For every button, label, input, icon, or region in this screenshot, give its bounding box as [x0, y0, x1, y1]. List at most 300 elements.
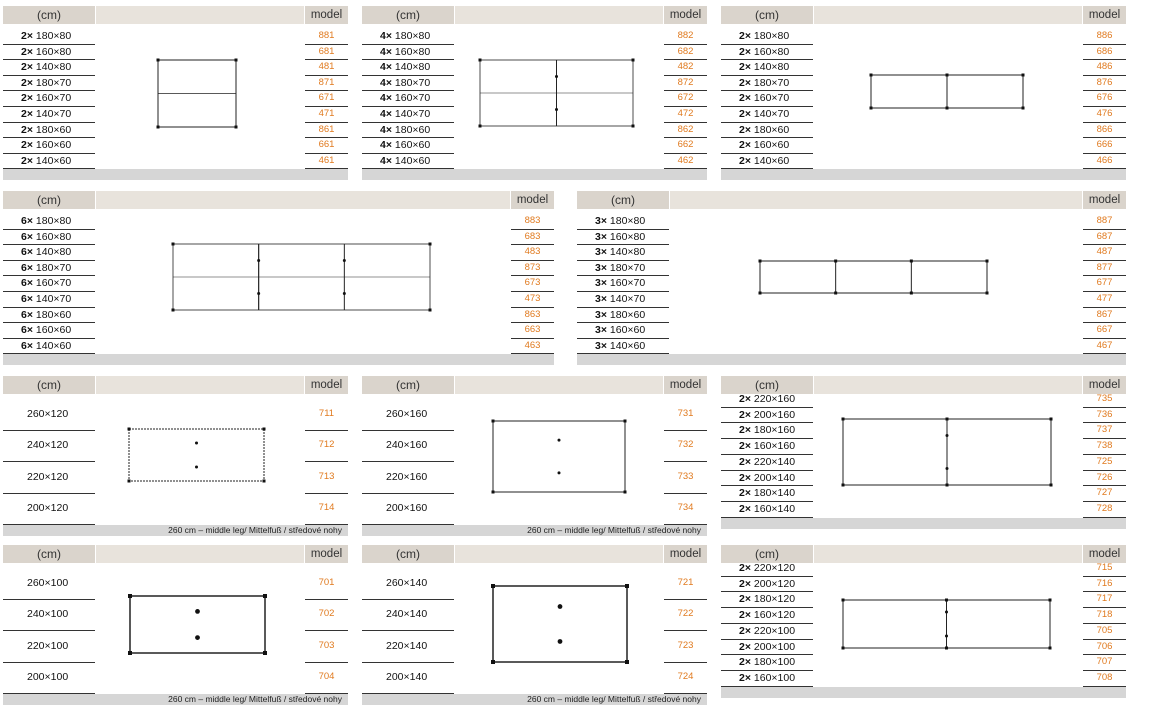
model-number: 671 — [318, 92, 335, 104]
row-divider — [3, 229, 95, 230]
model-number: 881 — [318, 30, 335, 41]
leg-marker — [842, 599, 845, 602]
quantity: 4× — [380, 154, 395, 167]
row-divider — [577, 291, 669, 292]
model-divider — [305, 106, 348, 107]
quantity: 2× — [739, 424, 754, 437]
model-number: 722 — [677, 608, 694, 620]
size-row — [739, 472, 795, 484]
row-divider — [721, 501, 813, 502]
row-divider — [721, 106, 813, 107]
model-divider — [511, 275, 554, 276]
size-row — [739, 30, 789, 42]
model-number: 871 — [318, 76, 335, 88]
row-divider — [362, 122, 454, 123]
size-value: 180×70 — [753, 76, 790, 89]
size-row — [21, 309, 71, 321]
model-number: 716 — [1096, 577, 1113, 589]
row-divider — [362, 137, 454, 138]
column-header-cm: (cm) — [721, 545, 813, 563]
model-number: 663 — [524, 324, 541, 336]
model-divider — [305, 493, 348, 494]
leg-marker — [235, 126, 238, 129]
model-number: 477 — [1096, 293, 1113, 304]
quantity: 6× — [21, 230, 36, 243]
middle-leg-marker — [195, 635, 200, 640]
row-divider — [3, 44, 95, 45]
model-number: 712 — [318, 439, 335, 451]
model-number: 476 — [1096, 108, 1113, 119]
model-divider — [305, 122, 348, 123]
quantity: 6× — [21, 277, 36, 290]
model-divider — [305, 137, 348, 138]
size-value: 140×60 — [35, 339, 72, 352]
table-top-outline — [760, 261, 987, 293]
row-divider — [362, 493, 454, 494]
leg-marker — [945, 647, 948, 650]
row-divider — [721, 122, 813, 123]
quantity: 2× — [739, 593, 754, 606]
row-divider — [362, 430, 454, 431]
size-row — [595, 231, 645, 243]
footnote-middle-leg: 260 cm – middle leg/ Mittelfuß / středové nohy — [168, 525, 342, 535]
size-value: 200×100 — [27, 671, 69, 684]
size-row — [386, 408, 427, 420]
quantity: 4× — [380, 123, 395, 136]
leg-marker — [986, 292, 989, 295]
leg-marker — [479, 59, 482, 62]
leg-marker — [910, 292, 913, 295]
model-divider — [664, 90, 707, 91]
model-divider — [1083, 137, 1126, 138]
middle-leg-marker — [555, 108, 558, 111]
quantity: 2× — [21, 61, 36, 74]
row-divider — [577, 338, 669, 339]
panel-footer — [3, 354, 554, 365]
middle-leg-marker — [195, 609, 200, 614]
table-layout-diagram — [837, 594, 1056, 654]
size-value: 160×60 — [35, 139, 72, 152]
row-divider — [362, 662, 454, 663]
size-row — [21, 155, 71, 167]
size-value: 160×60 — [35, 324, 72, 337]
size-row — [595, 309, 645, 321]
size-row — [739, 656, 795, 668]
size-value: 140×70 — [753, 108, 790, 120]
size-row — [386, 439, 427, 451]
size-value: 140×80 — [35, 246, 72, 259]
leg-marker — [834, 260, 837, 263]
quantity: 6× — [21, 215, 36, 227]
size-row — [380, 139, 430, 151]
size-row — [595, 277, 645, 289]
model-divider — [305, 430, 348, 431]
quantity: 2× — [21, 30, 36, 42]
column-header-cm: (cm) — [3, 191, 95, 209]
row-divider — [721, 44, 813, 45]
model-divider — [664, 430, 707, 431]
quantity: 3× — [595, 230, 610, 243]
model-divider — [305, 44, 348, 45]
leg-marker — [870, 107, 873, 110]
row-divider — [721, 407, 813, 408]
quantity: 3× — [595, 339, 610, 352]
middle-leg-marker — [195, 465, 198, 468]
size-value: 160×80 — [394, 45, 431, 58]
size-row — [21, 30, 71, 42]
model-number: 706 — [1096, 640, 1113, 652]
leg-marker — [624, 420, 627, 423]
model-number: 462 — [677, 154, 694, 166]
model-number: 736 — [1096, 408, 1113, 420]
model-number: 887 — [1096, 215, 1113, 226]
model-number: 734 — [677, 502, 694, 514]
row-divider — [3, 244, 95, 245]
middle-leg-marker — [257, 292, 260, 295]
middle-leg-marker — [195, 442, 198, 445]
leg-marker — [172, 309, 175, 312]
model-number: 861 — [318, 123, 335, 135]
size-row — [386, 640, 427, 652]
row-divider — [721, 607, 813, 608]
row-divider — [3, 275, 95, 276]
size-row — [739, 593, 795, 605]
model-number: 723 — [677, 639, 694, 651]
model-number: 882 — [677, 30, 694, 41]
size-value: 260×120 — [27, 407, 69, 420]
model-number: 733 — [677, 470, 694, 482]
row-divider — [721, 670, 813, 671]
header-spacer — [455, 6, 663, 24]
model-divider — [1083, 422, 1126, 423]
row-divider — [3, 322, 95, 323]
size-value: 140×70 — [609, 293, 646, 305]
size-value: 160×80 — [753, 45, 790, 58]
leg-marker — [491, 584, 495, 588]
model-divider — [664, 59, 707, 60]
leg-marker — [1049, 599, 1052, 602]
model-divider — [664, 630, 707, 631]
row-divider — [362, 75, 454, 76]
size-row — [21, 139, 71, 151]
header-spacer — [670, 191, 1082, 209]
quantity: 2× — [21, 154, 36, 167]
row-divider — [721, 470, 813, 471]
row-divider — [721, 591, 813, 592]
leg-marker — [1050, 418, 1053, 421]
size-value: 180×160 — [753, 424, 796, 437]
size-value: 140×60 — [35, 154, 72, 167]
middle-leg-marker — [946, 467, 949, 470]
leg-marker — [128, 594, 132, 598]
size-value: 160×70 — [35, 92, 72, 105]
size-row — [27, 640, 68, 652]
quantity: 2× — [739, 108, 754, 120]
leg-marker — [624, 491, 627, 494]
model-number: 702 — [318, 608, 335, 620]
column-header-model: model — [1083, 376, 1126, 394]
row-divider — [362, 630, 454, 631]
model-number: 717 — [1096, 593, 1113, 605]
quantity: 2× — [21, 108, 36, 120]
size-row — [739, 77, 789, 89]
leg-marker — [842, 647, 845, 650]
table-layout-diagram — [837, 413, 1057, 491]
row-divider — [577, 322, 669, 323]
size-value: 200×120 — [27, 502, 69, 515]
size-row — [739, 139, 789, 151]
size-row — [21, 231, 71, 243]
panel-footer — [362, 694, 707, 705]
size-row — [595, 246, 645, 258]
size-value: 180×70 — [609, 261, 646, 274]
model-number: 714 — [318, 502, 335, 514]
row-divider — [577, 229, 669, 230]
size-value: 220×140 — [753, 455, 796, 468]
table-top-outline — [493, 421, 625, 492]
size-value: 180×70 — [35, 76, 72, 89]
size-value: 160×70 — [609, 277, 646, 290]
leg-marker — [172, 243, 175, 246]
leg-marker — [128, 428, 131, 431]
model-number: 705 — [1096, 624, 1113, 636]
quantity: 2× — [21, 45, 36, 58]
model-number: 687 — [1096, 230, 1113, 242]
size-value: 200×140 — [753, 471, 796, 484]
size-row — [21, 77, 71, 89]
quantity: 3× — [595, 324, 610, 337]
quantity: 2× — [739, 123, 754, 136]
row-divider — [362, 44, 454, 45]
quantity: 4× — [380, 45, 395, 58]
size-row — [739, 503, 795, 515]
model-divider — [511, 229, 554, 230]
model-number: 721 — [677, 576, 694, 588]
size-row — [380, 92, 430, 104]
size-value: 160×60 — [609, 324, 646, 337]
size-row — [739, 641, 795, 653]
quantity: 6× — [21, 246, 36, 259]
size-value: 160×60 — [753, 139, 790, 152]
table-top-outline — [493, 586, 627, 662]
row-divider — [577, 244, 669, 245]
model-number: 662 — [677, 139, 694, 151]
row-divider — [3, 90, 95, 91]
size-value: 200×100 — [753, 640, 796, 653]
quantity: 3× — [595, 277, 610, 290]
size-row — [386, 671, 427, 683]
size-value: 180×120 — [753, 593, 796, 606]
size-row — [27, 408, 68, 420]
size-value: 160×100 — [753, 671, 796, 684]
size-row — [21, 246, 71, 258]
size-row — [595, 340, 645, 352]
size-value: 180×60 — [609, 308, 646, 321]
leg-marker — [759, 260, 762, 263]
size-row — [739, 609, 795, 621]
quantity: 2× — [739, 562, 754, 574]
model-divider — [1083, 670, 1126, 671]
model-number: 738 — [1096, 440, 1113, 452]
size-row — [739, 562, 795, 574]
quantity: 4× — [380, 30, 395, 42]
size-row — [21, 215, 71, 227]
size-row — [380, 124, 430, 136]
size-row — [386, 471, 427, 483]
size-value: 140×60 — [609, 339, 646, 352]
leg-marker — [157, 59, 160, 62]
row-divider — [721, 485, 813, 486]
size-row — [739, 625, 795, 637]
row-divider — [3, 59, 95, 60]
model-number: 735 — [1096, 393, 1113, 404]
model-divider — [1083, 153, 1126, 154]
quantity: 2× — [739, 408, 754, 421]
model-divider — [305, 90, 348, 91]
model-divider — [1083, 122, 1126, 123]
model-divider — [664, 153, 707, 154]
size-value: 240×100 — [27, 608, 69, 621]
quantity: 3× — [595, 246, 610, 259]
row-divider — [577, 275, 669, 276]
middle-leg-marker — [945, 611, 948, 614]
model-divider — [664, 493, 707, 494]
leg-marker — [263, 651, 267, 655]
size-value: 160×70 — [753, 92, 790, 105]
size-row — [27, 502, 68, 514]
quantity: 2× — [739, 671, 754, 684]
size-value: 160×60 — [394, 139, 431, 152]
model-divider — [1083, 623, 1126, 624]
leg-marker — [945, 599, 948, 602]
quantity: 2× — [739, 61, 754, 74]
quantity: 2× — [739, 76, 754, 89]
quantity: 2× — [739, 640, 754, 653]
row-divider — [3, 493, 95, 494]
row-divider — [721, 454, 813, 455]
size-value: 200×140 — [386, 671, 428, 684]
table-top-outline — [129, 429, 264, 481]
model-number: 701 — [318, 576, 335, 588]
size-row — [595, 324, 645, 336]
column-header-model: model — [664, 376, 707, 394]
size-value: 200×120 — [753, 577, 796, 590]
model-divider — [664, 106, 707, 107]
row-divider — [362, 461, 454, 462]
quantity: 2× — [21, 92, 36, 105]
model-number: 863 — [524, 308, 541, 320]
model-divider — [1083, 106, 1126, 107]
model-number: 666 — [1096, 139, 1113, 151]
model-divider — [1083, 338, 1126, 339]
table-layout-diagram — [124, 590, 271, 659]
size-row — [739, 92, 789, 104]
row-divider — [3, 430, 95, 431]
model-divider — [511, 291, 554, 292]
model-divider — [664, 662, 707, 663]
row-divider — [3, 662, 95, 663]
size-row — [27, 608, 68, 620]
size-value: 260×160 — [386, 407, 428, 420]
column-header-model: model — [511, 191, 554, 209]
size-row — [380, 61, 430, 73]
model-number: 661 — [318, 139, 335, 151]
middle-leg-marker — [558, 639, 563, 644]
middle-leg-marker — [257, 259, 260, 262]
model-divider — [1083, 260, 1126, 261]
column-header-cm: (cm) — [3, 6, 95, 24]
size-value: 140×80 — [753, 61, 790, 74]
size-value: 180×70 — [394, 76, 431, 89]
column-header-model: model — [305, 545, 348, 563]
size-row — [21, 124, 71, 136]
model-number: 866 — [1096, 123, 1113, 135]
quantity: 4× — [380, 92, 395, 105]
size-value: 160×80 — [35, 230, 72, 243]
model-divider — [511, 260, 554, 261]
leg-marker — [946, 484, 949, 487]
size-row — [739, 672, 795, 684]
size-value: 220×100 — [27, 639, 69, 652]
size-value: 240×140 — [386, 608, 428, 621]
quantity: 6× — [21, 324, 36, 337]
model-divider — [305, 599, 348, 600]
table-layout-diagram — [167, 238, 436, 316]
model-divider — [1083, 607, 1126, 608]
leg-marker — [946, 74, 949, 77]
quantity: 6× — [21, 308, 36, 321]
leg-marker — [1050, 484, 1053, 487]
model-number: 481 — [318, 61, 335, 73]
column-header-model: model — [1083, 191, 1126, 209]
header-spacer — [96, 545, 304, 563]
size-value: 140×80 — [394, 61, 431, 74]
model-number: 463 — [524, 339, 541, 351]
quantity: 2× — [739, 502, 754, 515]
leg-marker — [263, 480, 266, 483]
size-row — [27, 471, 68, 483]
model-divider — [305, 662, 348, 663]
leg-marker — [1049, 647, 1052, 650]
quantity: 2× — [739, 440, 754, 453]
leg-marker — [842, 418, 845, 421]
model-divider — [511, 307, 554, 308]
middle-leg-marker — [343, 292, 346, 295]
size-value: 220×120 — [27, 470, 69, 483]
leg-marker — [128, 480, 131, 483]
size-value: 220×160 — [753, 393, 796, 405]
panel-footer — [362, 169, 707, 180]
leg-marker — [625, 584, 629, 588]
row-divider — [3, 153, 95, 154]
size-value: 140×70 — [35, 108, 72, 120]
size-row — [386, 608, 427, 620]
size-value: 240×160 — [386, 439, 428, 452]
quantity: 2× — [739, 154, 754, 167]
model-number: 682 — [677, 45, 694, 57]
leg-marker — [263, 594, 267, 598]
leg-marker — [759, 292, 762, 295]
column-header-model: model — [305, 376, 348, 394]
header-spacer — [814, 376, 1082, 394]
size-value: 220×100 — [753, 624, 796, 637]
size-value: 140×60 — [753, 154, 790, 167]
model-number: 727 — [1096, 487, 1113, 499]
model-number: 683 — [524, 230, 541, 242]
row-divider — [721, 137, 813, 138]
model-divider — [305, 59, 348, 60]
column-header-cm: (cm) — [721, 6, 813, 24]
